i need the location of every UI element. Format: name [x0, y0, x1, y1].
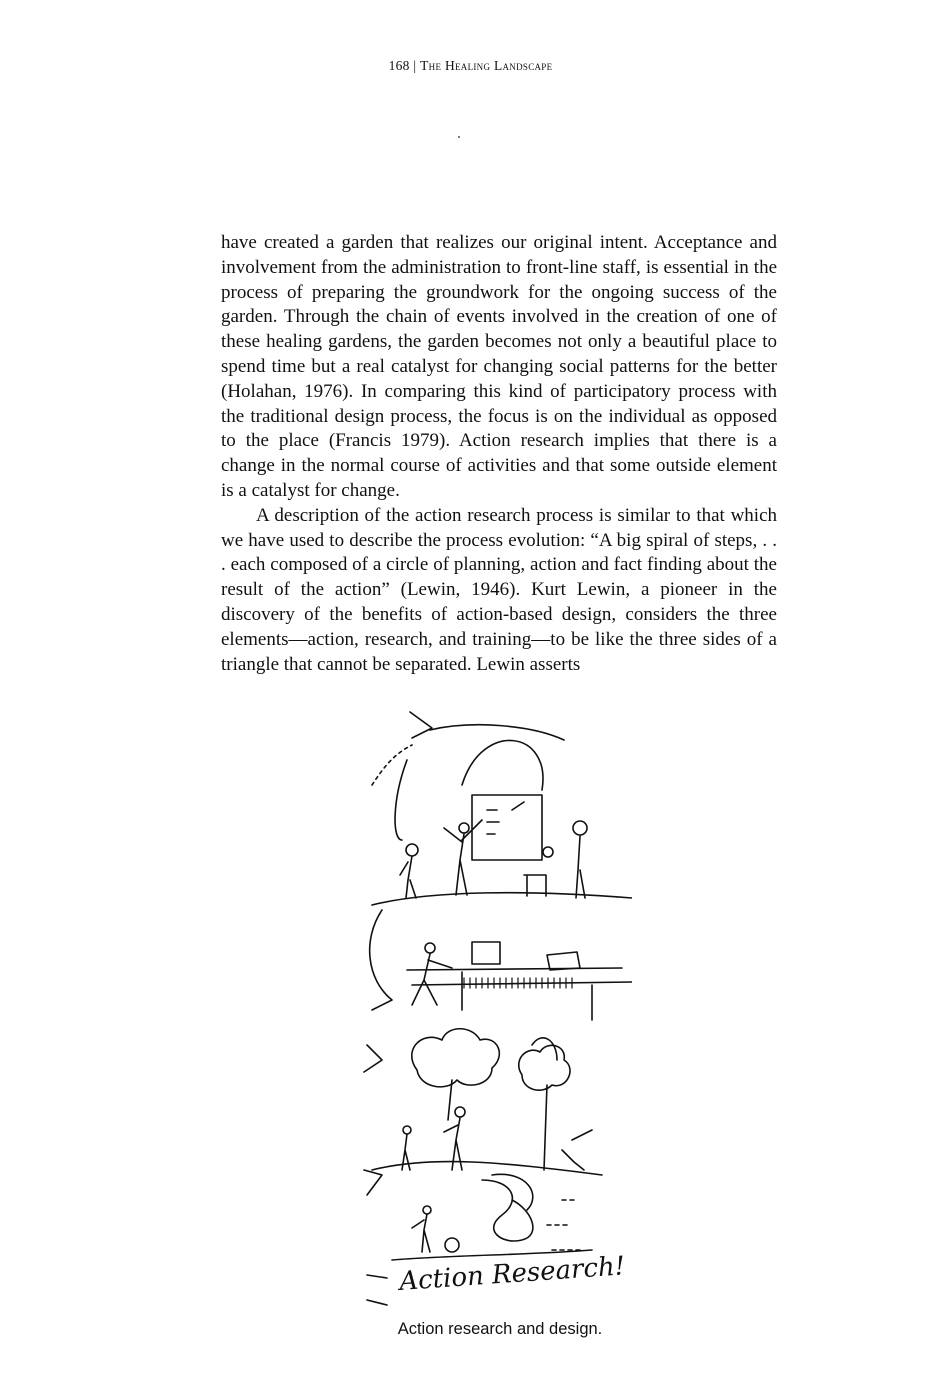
- spiral-left-2: [370, 910, 392, 1010]
- person-bottom: [412, 1214, 430, 1252]
- spiral-curve: [430, 725, 564, 740]
- action-research-sketch: [352, 700, 632, 1315]
- visitor-head: [455, 1107, 465, 1117]
- winding-path-2: [492, 1174, 533, 1210]
- spiral-left-5: [367, 1275, 387, 1305]
- person-bottom-head: [423, 1206, 431, 1214]
- sketch-handwriting: Action Research!: [398, 1251, 627, 1297]
- well: [445, 1238, 459, 1252]
- presenter-head: [459, 823, 469, 833]
- printer: [547, 952, 580, 970]
- ground-line-3: [372, 1162, 602, 1175]
- header-separator: |: [413, 58, 417, 73]
- child-head: [403, 1126, 411, 1134]
- sitter: [562, 1130, 592, 1170]
- tree-outline-right: [532, 1038, 557, 1060]
- ground-line-1: [372, 893, 632, 905]
- spiral-left-3: [364, 1045, 382, 1072]
- tree-canopy-right: [519, 1045, 570, 1090]
- winding-path: [482, 1180, 533, 1241]
- spiral-loop: [462, 740, 543, 790]
- seated-head: [543, 847, 553, 857]
- tree-trunk-right: [544, 1085, 547, 1170]
- spiral-left-1: [395, 760, 407, 840]
- desk-base: [412, 982, 632, 985]
- figure-caption: Action research and design.: [397, 1320, 603, 1338]
- presenter: [444, 820, 482, 895]
- desk-top: [407, 968, 622, 970]
- spiral-arrow: [410, 712, 432, 738]
- board: [472, 795, 542, 860]
- person-right: [576, 836, 585, 898]
- spiral-left-4: [364, 1170, 382, 1195]
- person-left: [400, 856, 416, 898]
- tree-canopy-left: [412, 1029, 500, 1087]
- person-right-head: [573, 821, 587, 835]
- running-head: [0, 58, 941, 74]
- page-number: 168: [388, 58, 410, 73]
- dash-lines: [547, 1200, 582, 1250]
- paragraph: A description of the action research process is similar to that which we have used to describe the process evolution: “A big spiral of steps, . . . each composed of a circle of planning, action and fact finding about the result of the action” (Lewin, 1946). Kurt Lewin, a pioneer in the discovery of the benefits of action-based design, considers the three elements—action, research, and training—to be like the three sides of a triangle that cannot be separated. Lewin asserts: [221, 504, 777, 675]
- paragraph: have created a garden that realizes our original intent. Acceptance and involvement from the administration to front-line staff, is essential in the process of preparing the groundwork for the ongoing success of the garden. Through the chain of events involved in the creation of one of these healing gardens, the garden becomes not only a beautiful place to spend time but a real catalyst for changing social patterns for the better (Holahan, 1976). In comparing this kind of participatory process with the traditional design process, the focus is on the individual as opposed to the place (Francis 1979). Action research implies that there is a change in the normal course of activities and that some outside element is a catalyst for change.: [221, 232, 777, 501]
- book-title: The Healing Landscape: [420, 58, 553, 73]
- body-text: [221, 231, 777, 677]
- monitor: [472, 942, 500, 964]
- person-left-head: [406, 844, 418, 856]
- worker-head: [425, 943, 435, 953]
- stray-mark: [458, 136, 460, 138]
- board-marks: [487, 802, 524, 834]
- worker: [412, 954, 452, 1005]
